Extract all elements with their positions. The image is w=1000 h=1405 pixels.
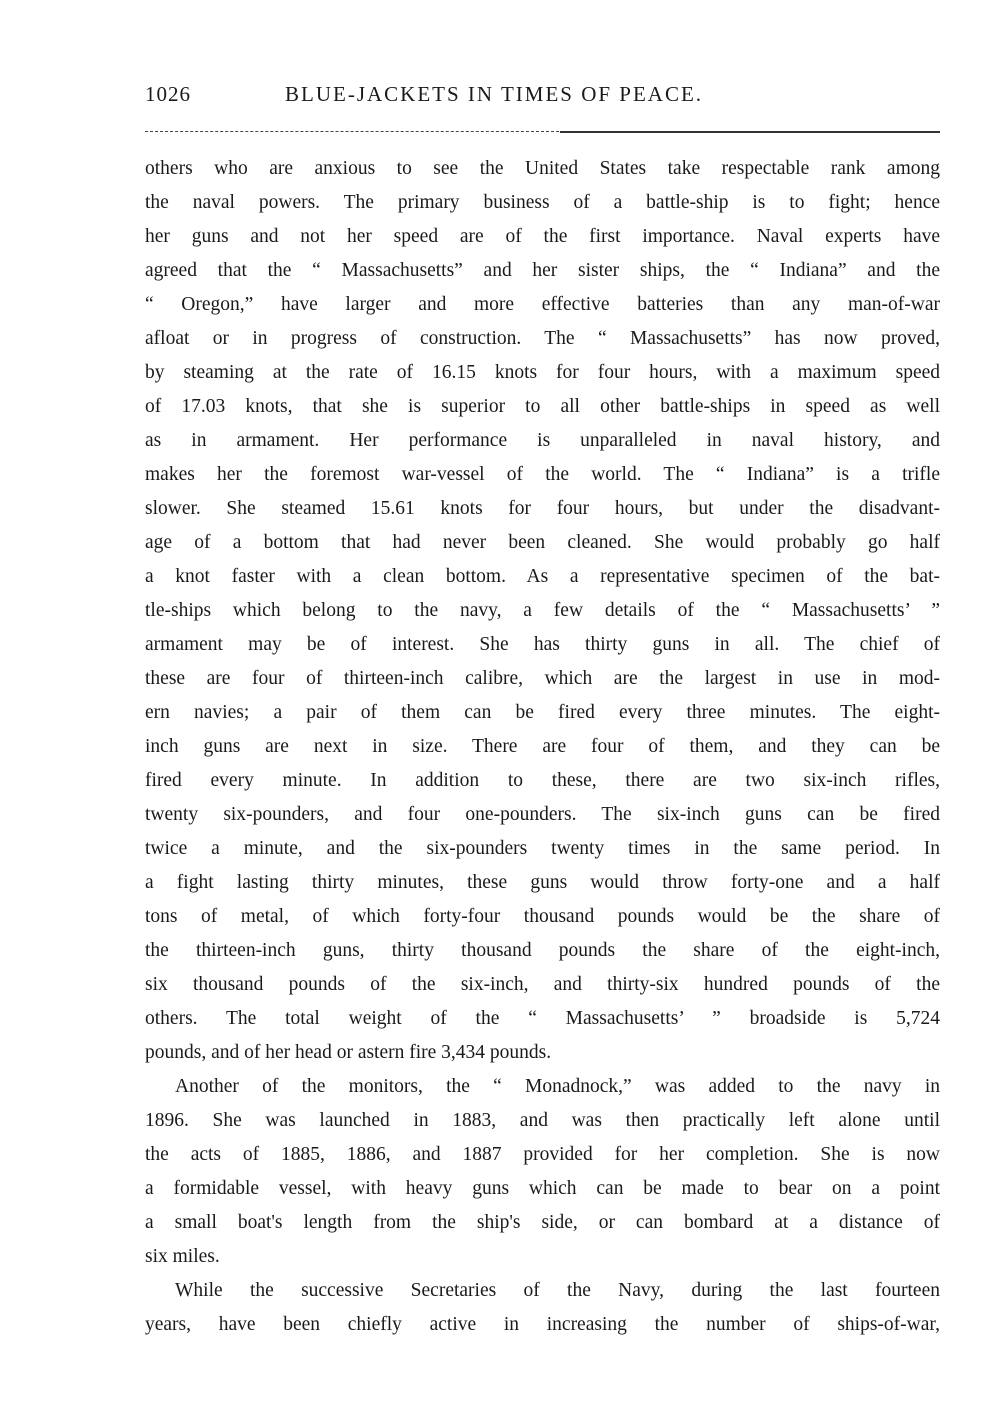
text-line: fired every minute. In addition to these, there are two six-inch rifles, <box>145 770 940 791</box>
text-line: a formidable vessel, with heavy guns which can be made to bear on a point <box>145 1178 940 1199</box>
text-line: the naval powers. The primary business of a battle-ship is to fight; hence <box>145 192 940 213</box>
text-line: these are four of thirteen-inch calibre, which are the largest in use in mod- <box>145 668 940 689</box>
text-line: slower. She steamed 15.61 knots for four hours, but under the disadvant- <box>145 498 940 519</box>
text-line: tle-ships which belong to the navy, a few details of the “ Massachusetts’ ” <box>145 600 940 621</box>
text-line: a knot faster with a clean bottom. As a representative specimen of the bat- <box>145 566 940 587</box>
text-line: Another of the monitors, the “ Monadnock,” was added to the navy in <box>175 1076 940 1097</box>
running-title: BLUE-JACKETS IN TIMES OF PEACE. <box>285 82 704 106</box>
text-line: by steaming at the rate of 16.15 knots for four hours, with a maximum speed <box>145 362 940 383</box>
text-line: makes her the foremost war-vessel of the world. The “ Indiana” is a trifle <box>145 464 940 485</box>
text-line: inch guns are next in size. There are four of them, and they can be <box>145 736 940 757</box>
paragraph <box>145 152 940 1070</box>
text-line: others who are anxious to see the United States take respectable rank among <box>145 158 940 179</box>
text-line: agreed that the “ Massachusetts” and her sister ships, the “ Indiana” and the <box>145 260 940 281</box>
body-text <box>145 152 940 1342</box>
text-line: afloat or in progress of construction. The “ Massachusetts” has now proved, <box>145 328 940 349</box>
page-number: 1026 <box>145 82 191 106</box>
header-rule-solid <box>560 131 940 133</box>
text-line: 1896. She was launched in 1883, and was then practically left alone until <box>145 1110 940 1131</box>
text-line: ern navies; a pair of them can be fired every three minutes. The eight- <box>145 702 940 723</box>
text-line: While the successive Secretaries of the Navy, during the last fourteen <box>175 1280 940 1301</box>
paragraph <box>145 1070 940 1274</box>
text-line: of 17.03 knots, that she is superior to all other battle-ships in speed as well <box>145 396 940 417</box>
text-line: a fight lasting thirty minutes, these guns would throw forty-one and a half <box>145 872 940 893</box>
text-line: six thousand pounds of the six-inch, and thirty-six hundred pounds of the <box>145 974 940 995</box>
text-line: “ Oregon,” have larger and more effective batteries than any man-of-war <box>145 294 940 315</box>
text-line: as in armament. Her performance is unparalleled in naval history, and <box>145 430 940 451</box>
text-line: twice a minute, and the six-pounders twenty times in the same period. In <box>145 838 940 859</box>
text-line: a small boat's length from the ship's side, or can bombard at a distance of <box>145 1212 940 1233</box>
text-line: tons of metal, of which forty-four thousand pounds would be the share of <box>145 906 940 927</box>
text-line: pounds, and of her head or astern fire 3,434 pounds. <box>145 1042 552 1063</box>
text-line: her guns and not her speed are of the first importance. Naval experts have <box>145 226 940 247</box>
text-line: twenty six-pounders, and four one-pounders. The six-inch guns can be fired <box>145 804 940 825</box>
paragraph <box>145 1274 940 1342</box>
running-header <box>145 82 940 112</box>
text-line: age of a bottom that had never been cleaned. She would probably go half <box>145 532 940 553</box>
text-line: others. The total weight of the “ Massachusetts’ ” broadside is 5,724 <box>145 1008 940 1029</box>
text-line: years, have been chiefly active in increasing the number of ships-of-war, <box>145 1314 940 1335</box>
text-line: armament may be of interest. She has thirty guns in all. The chief of <box>145 634 940 655</box>
text-line: the thirteen-inch guns, thirty thousand pounds the share of the eight-inch, <box>145 940 940 961</box>
text-line: six miles. <box>145 1246 220 1267</box>
text-line: the acts of 1885, 1886, and 1887 provided for her completion. She is now <box>145 1144 940 1165</box>
